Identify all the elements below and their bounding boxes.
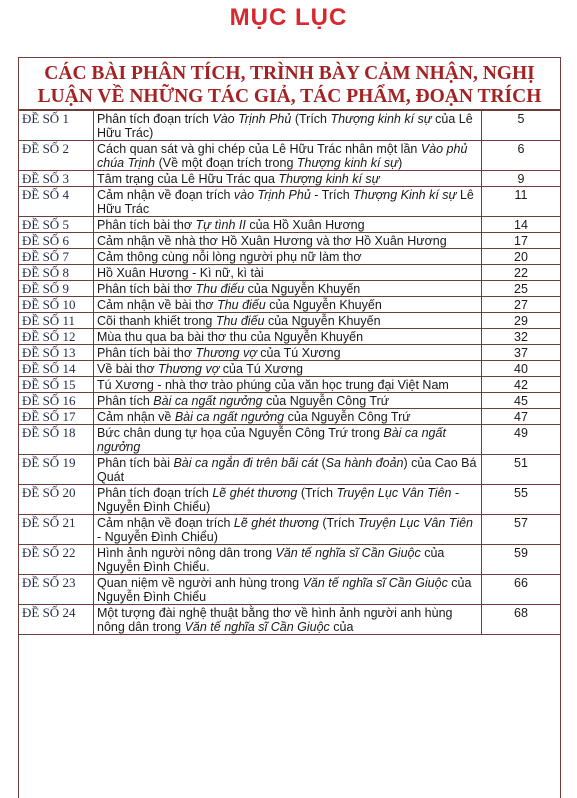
entry-page: 22	[482, 265, 561, 281]
entry-number: ĐỀ SỐ 15	[19, 377, 94, 393]
entry-title-text: (Trích	[318, 516, 359, 530]
toc-row	[19, 281, 560, 297]
entry-title-text: Tú Xương - nhà thơ trào phúng của văn học trung đại Việt Nam	[97, 378, 449, 392]
entry-title-italic: Lẽ ghét thương	[212, 486, 298, 500]
entry-title-text: )	[398, 156, 403, 170]
entry-number: ĐỀ SỐ 5	[19, 217, 94, 233]
entry-page: 55	[482, 485, 561, 515]
entry-title	[94, 187, 482, 217]
entry-title-text: (Trích	[297, 486, 337, 500]
entry-title	[94, 425, 482, 455]
toc-row	[19, 425, 560, 455]
entry-title	[94, 329, 482, 345]
entry-title-text: Lê Hữu Trác	[97, 188, 474, 216]
entry-title-text: - Trích	[310, 188, 354, 202]
entry-title	[94, 605, 482, 635]
entry-title	[94, 409, 482, 425]
entry-title-text: Hồ Xuân Hương - Kì nữ, kì tài	[97, 266, 264, 280]
entry-page: 29	[482, 313, 561, 329]
entry-title-text: Phân tích bài	[97, 456, 174, 470]
entry-title-text: của Tú Xương	[219, 362, 304, 376]
toc-row	[19, 187, 560, 217]
entry-title-text: - Nguyễn Đình Chiểu)	[97, 530, 218, 544]
entry-title-italic: Thu điếu	[217, 298, 266, 312]
toc-table	[19, 110, 560, 635]
entry-title	[94, 455, 482, 485]
entry-title	[94, 485, 482, 515]
section-heading: CÁC BÀI PHÂN TÍCH, TRÌNH BÀY CẢM NHẬN, NGHỊ LUẬN VỀ NHỮNG TÁC GIẢ, TÁC PHẨM, ĐOẠN TRÍCH	[19, 58, 560, 110]
entry-title-italic: Vào Trịnh Phủ	[212, 112, 292, 126]
toc-row	[19, 393, 560, 409]
entry-title-text: của	[329, 620, 354, 634]
entry-title-text: Cảm nhận về bài thơ	[97, 298, 218, 312]
entry-title-text: ) của Cao Bá Quát	[97, 456, 477, 484]
toc-row	[19, 313, 560, 329]
entry-title-italic: Vào phủ chúa Trịnh	[97, 142, 468, 170]
entry-title	[94, 361, 482, 377]
entry-page: 49	[482, 425, 561, 455]
entry-page: 20	[482, 249, 561, 265]
entry-page: 59	[482, 545, 561, 575]
entry-title-text: Phân tích đoạn trích	[97, 112, 213, 126]
toc-row	[19, 141, 560, 171]
entry-number: ĐỀ SỐ 19	[19, 455, 94, 485]
entry-title-italic: Bài ca ngất ngưởng	[153, 394, 263, 408]
toc-row	[19, 217, 560, 233]
entry-page: 9	[482, 171, 561, 187]
entry-title	[94, 111, 482, 141]
entry-page: 40	[482, 361, 561, 377]
entry-page: 66	[482, 575, 561, 605]
entry-number: ĐỀ SỐ 24	[19, 605, 94, 635]
entry-title-text: Cảm nhận về đoạn trích	[97, 516, 234, 530]
entry-page: 42	[482, 377, 561, 393]
entry-title-italic: Sa hành đoản	[325, 456, 404, 470]
entry-number: ĐỀ SỐ 18	[19, 425, 94, 455]
entry-number: ĐỀ SỐ 21	[19, 515, 94, 545]
entry-title-text: Cõi thanh khiết trong	[97, 314, 216, 328]
entry-number: ĐỀ SỐ 3	[19, 171, 94, 187]
entry-title-italic: Tự tình II	[195, 218, 246, 232]
entry-page: 25	[482, 281, 561, 297]
entry-title-italic: Thu điếu	[195, 282, 245, 296]
entry-number: ĐỀ SỐ 9	[19, 281, 94, 297]
entry-title-italic: Bài ca ngất ngưởng	[174, 410, 285, 424]
entry-page: 17	[482, 233, 561, 249]
entry-page: 51	[482, 455, 561, 485]
entry-page: 6	[482, 141, 561, 171]
entry-number: ĐỀ SỐ 13	[19, 345, 94, 361]
entry-page: 47	[482, 409, 561, 425]
entry-title-text: của Nguyễn Khuyến	[265, 298, 382, 312]
toc-row	[19, 361, 560, 377]
entry-number: ĐỀ SỐ 10	[19, 297, 94, 313]
entry-number: ĐỀ SỐ 1	[19, 111, 94, 141]
entry-title	[94, 345, 482, 361]
entry-title-italic: Bài ca ngất ngưởng	[97, 426, 446, 454]
entry-title-text: Cảm nhận về đoạn trích	[97, 188, 234, 202]
entry-title-text: Mùa thu qua ba bài thơ thu của Nguyễn Khuyến	[97, 330, 364, 344]
entry-number: ĐỀ SỐ 4	[19, 187, 94, 217]
entry-title-italic: Văn tế nghĩa sĩ Cần Giuộc	[275, 546, 421, 560]
entry-number: ĐỀ SỐ 11	[19, 313, 94, 329]
entry-title-italic: vào Trịnh Phủ	[233, 188, 311, 202]
entry-title-italic: Thương vợ	[195, 346, 257, 360]
entry-title-text: Cảm nhận về nhà thơ Hồ Xuân Hương và thơ Hồ Xuân Hương	[97, 234, 447, 248]
entry-title-text: Tâm trạng của Lê Hữu Trác qua	[97, 172, 279, 186]
entry-number: ĐỀ SỐ 8	[19, 265, 94, 281]
toc-row	[19, 111, 560, 141]
entry-title-italic: Thu điếu	[215, 314, 265, 328]
entry-title	[94, 515, 482, 545]
toc-row	[19, 265, 560, 281]
entry-title-text: Cảm nhận về	[97, 410, 175, 424]
entry-number: ĐỀ SỐ 14	[19, 361, 94, 377]
entry-title	[94, 171, 482, 187]
entry-title	[94, 233, 482, 249]
entry-title-italic: Văn tế nghĩa sĩ Cần Giuộc	[302, 576, 448, 590]
entry-title-text: Phân tích	[97, 394, 154, 408]
toc-row	[19, 409, 560, 425]
entry-page: 27	[482, 297, 561, 313]
entry-page: 68	[482, 605, 561, 635]
toc-row	[19, 233, 560, 249]
entry-title	[94, 377, 482, 393]
entry-title	[94, 281, 482, 297]
toc-row	[19, 575, 560, 605]
entry-title-text: (	[318, 456, 326, 470]
toc-row	[19, 171, 560, 187]
entry-number: ĐỀ SỐ 23	[19, 575, 94, 605]
entry-title-italic: Thượng kinh kí sự	[278, 172, 380, 186]
entry-title-text: Hình ảnh người nông dân trong	[97, 546, 276, 560]
entry-number: ĐỀ SỐ 22	[19, 545, 94, 575]
entry-title-text: Cách quan sát và ghi chép của Lê Hữu Trác nhân một lần	[97, 142, 421, 156]
entry-title-text: Phân tích bài thơ	[97, 346, 196, 360]
entry-title-italic: Thượng kinh kí sự	[330, 112, 432, 126]
entry-page: 14	[482, 217, 561, 233]
entry-title-text: của Nguyễn Đình Chiểu	[97, 576, 472, 604]
entry-title-text: Phân tích đoạn trích	[97, 486, 213, 500]
entry-page: 32	[482, 329, 561, 345]
entry-title	[94, 141, 482, 171]
entry-title-text: của Nguyễn Đình Chiểu.	[97, 546, 445, 574]
entry-title-italic: Thương vợ	[158, 362, 220, 376]
entry-number: ĐỀ SỐ 17	[19, 409, 94, 425]
entry-title	[94, 545, 482, 575]
entry-title	[94, 265, 482, 281]
page-title: MỤC LỤC	[229, 4, 348, 31]
entry-title	[94, 313, 482, 329]
toc-row	[19, 545, 560, 575]
entry-title-text: - Nguyễn Đình Chiểu)	[97, 486, 460, 514]
entry-number: ĐỀ SỐ 7	[19, 249, 94, 265]
entry-number: ĐỀ SỐ 12	[19, 329, 94, 345]
entry-title-text: Bức chân dung tự họa của Nguyễn Công Trứ trong	[97, 426, 384, 440]
entry-title-text: Cảm thông cùng nỗi lòng người phụ nữ làm thơ	[97, 250, 362, 264]
entry-title-text: của Lê Hữu Trác)	[97, 112, 473, 140]
entry-page: 5	[482, 111, 561, 141]
entry-title-italic: Văn tế nghĩa sĩ Cần Giuộc	[184, 620, 330, 634]
entry-title-text: của Nguyễn Khuyến	[264, 314, 381, 328]
entry-title-text: của Nguyễn Khuyến	[244, 282, 361, 296]
toc-row	[19, 605, 560, 635]
entry-title	[94, 393, 482, 409]
toc-row	[19, 515, 560, 545]
entry-number: ĐỀ SỐ 20	[19, 485, 94, 515]
toc-row	[19, 455, 560, 485]
entry-title-text: (Trích	[291, 112, 331, 126]
toc-row	[19, 377, 560, 393]
entry-number: ĐỀ SỐ 2	[19, 141, 94, 171]
entry-title-italic: Truyện Lục Vân Tiên	[336, 486, 452, 500]
toc-row	[19, 485, 560, 515]
entry-page: 37	[482, 345, 561, 361]
entry-number: ĐỀ SỐ 6	[19, 233, 94, 249]
table-of-contents	[18, 57, 561, 798]
entry-title-text: của Tú Xương	[256, 346, 341, 360]
entry-number: ĐỀ SỐ 16	[19, 393, 94, 409]
entry-title-text: Phân tích bài thơ	[97, 282, 196, 296]
entry-title-italic: Bài ca ngắn đi trên bãi cát	[173, 456, 318, 470]
toc-row	[19, 297, 560, 313]
entry-title-text: Phân tích bài thơ	[97, 218, 196, 232]
entry-title-text: của Nguyễn Công Trứ	[284, 410, 411, 424]
entry-title-text: (Về một đoạn trích trong	[155, 156, 297, 170]
toc-row	[19, 249, 560, 265]
entry-title-text: của Nguyễn Công Trứ	[262, 394, 390, 408]
entry-title-italic: Lẽ ghét thương	[233, 516, 319, 530]
toc-row	[19, 345, 560, 361]
entry-title	[94, 249, 482, 265]
entry-title-italic: Thượng kinh kí sự	[296, 156, 399, 170]
entry-title-text: của Hồ Xuân Hương	[245, 218, 365, 232]
entry-title	[94, 297, 482, 313]
entry-page: 45	[482, 393, 561, 409]
entry-title	[94, 217, 482, 233]
entry-title-italic: Truyện Lục Vân Tiên	[358, 516, 474, 530]
entry-title	[94, 575, 482, 605]
entry-title-text: Về bài thơ	[97, 362, 159, 376]
entry-title-text: Một tượng đài nghệ thuật bằng thơ về hình ảnh người anh hùng nông dân trong	[97, 606, 453, 634]
entry-page: 57	[482, 515, 561, 545]
entry-page: 11	[482, 187, 561, 217]
toc-row	[19, 329, 560, 345]
entry-title-italic: Thượng Kinh kí sự	[353, 188, 457, 202]
entry-title-text: Quan niệm về người anh hùng trong	[97, 576, 303, 590]
